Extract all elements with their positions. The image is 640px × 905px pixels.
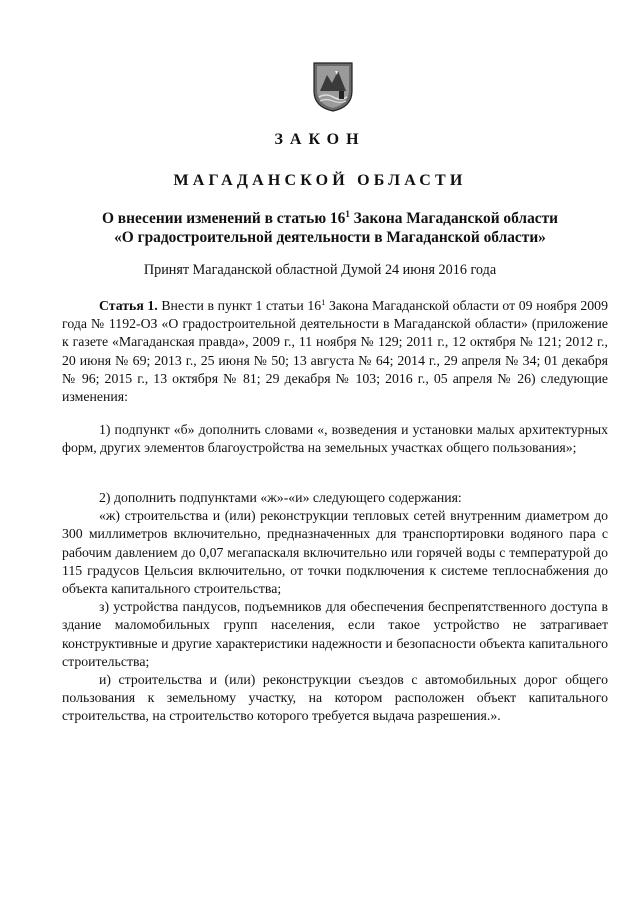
adoption-line: Принят Магаданской областной Думой 24 июня 2016 года [143,262,497,278]
region-title: МАГАДАНСКОЙ ОБЛАСТИ [173,172,467,189]
article-1-label: Статья 1. [99,298,158,313]
item-2-zh: «ж) строительства и (или) реконструкции тепловых сетей внутренним диаметром до 300 миллиметров включительно, предназначенных для транспортировки водяного пара с рабочим давлением до 0,07 мегапаскаля включительно или горячей воды с температурой до 115 градусов Цельсия включительно, от точки подключения к системе теплоснабжения до объекта капитального строительства; [62,508,608,597]
item-2-z: з) устройства пандусов, подъемников для обеспечения беспрепятственного доступа в здание маломобильных групп населения, если такое устройство не затрагивает конструктивные и другие характеристики надежности и безопасности объекта капитального строительства; [62,599,608,669]
subject-line1-sup: 1 [345,209,350,219]
law-title: ЗАКОН [274,131,366,148]
item-2-intro: 2) дополнить подпунктами «ж»-«и» следующего содержания: [99,490,462,505]
item-1-text: 1) подпункт «б» дополнить словами «, возведения и установки малых архитектурных форм, других элементов благоустройства на земельных участках общего пользования»; [62,422,608,456]
article-1-text-post: Закона Магаданской области от 09 ноября 2009 года № 1192-ОЗ «О градостроительной деятельности в Магаданской области» (приложение к газете «Магаданская правда», 2009 г., 11 ноября № 129; 2011 г., 12 октября № 121; 2012 г., 20 июня № 69; 2013 г., 25 июня № 50; 13 августа № 64; 2014 г., 29 апреля № 34; 01 декабря № 96; 2015 г., 13 октября № 81; 29 декабря № 103; 2016 г., 05 апреля № 26) следующие изменения: [62,298,608,405]
subject-line1-post: Закона Магаданской области [349,210,559,227]
article-1-text-pre: Внести в пункт 1 статьи 16 [157,298,322,313]
law-subject [70,209,590,247]
article-1 [62,297,608,406]
item-1 [62,421,608,457]
item-2 [62,489,608,726]
article-1-text-sup: 1 [321,297,326,307]
coat-of-arms-icon [312,61,354,113]
subject-line2: «О градостроительной деятельности в Магаданской области» [114,229,546,246]
subject-line1-pre: О внесении изменений в статью 16 [101,210,346,227]
item-2-i: и) строительства и (или) реконструкции съездов с автомобильных дорог общего пользования к земельному участку, на котором расположен объект капитального строительства, на строительство которого требуется выдача разрешения.». [62,672,608,724]
